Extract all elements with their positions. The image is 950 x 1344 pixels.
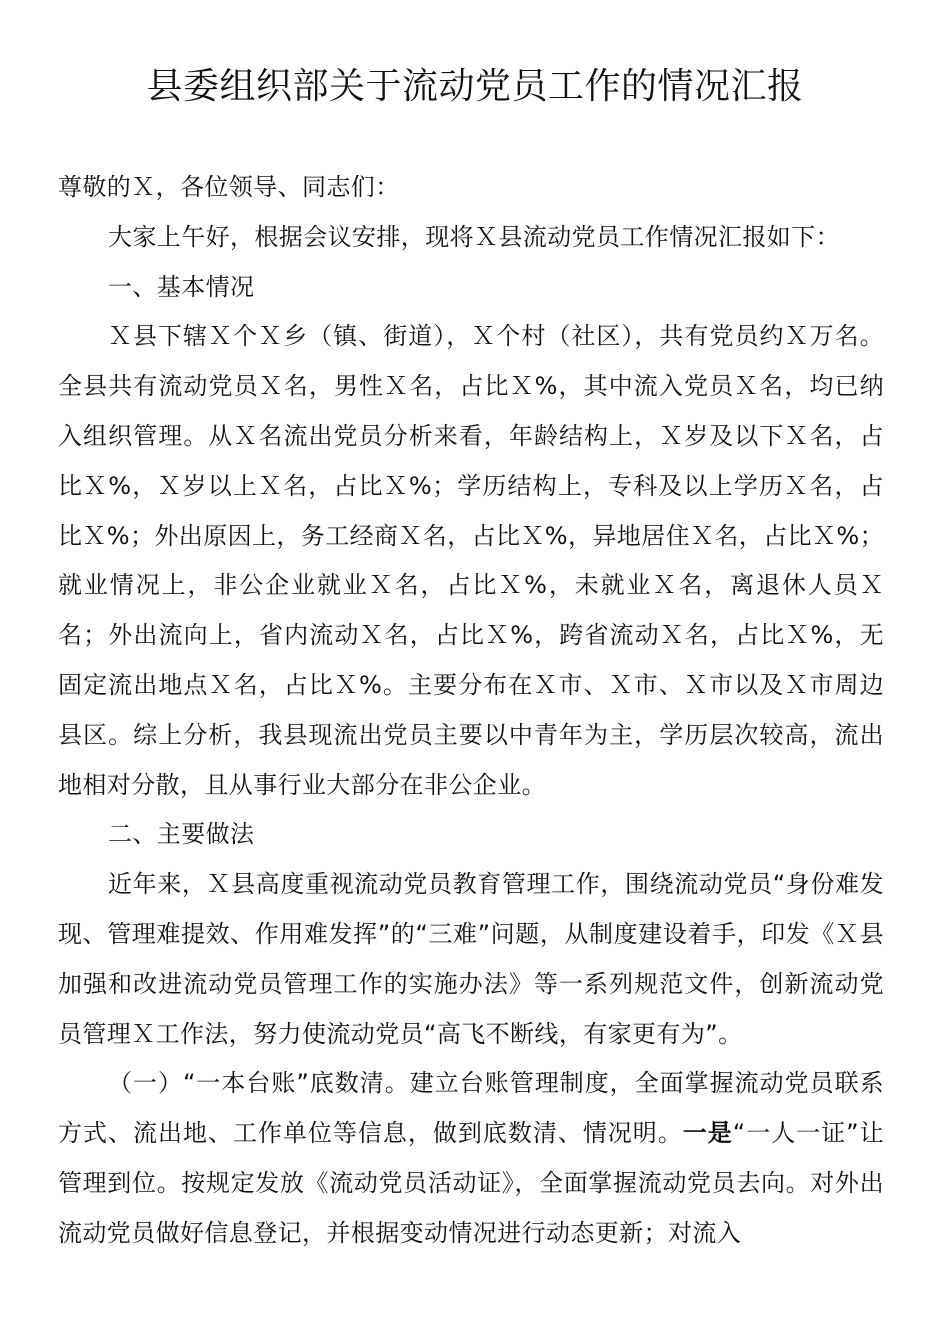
section-1-heading: 一、基本情况 [108,272,255,301]
document-body [58,163,884,1259]
subsection-1-bold-marker: 一是 [682,1119,733,1148]
document-title: 县委组织部关于流动党员工作的情况汇报 [146,66,804,107]
section-1-paragraph: Ｘ县下辖Ｘ个Ｘ乡（镇、街道），Ｘ个村（社区），共有党员约Ｘ万名。全县共有流动党员Ｘ名，男性Ｘ名，占比Ｘ%，其中流入党员Ｘ名，均已纳入组织管理。从Ｘ名流出党员分析来看，年龄结构上，Ｘ岁及以下Ｘ名，占比Ｘ%，Ｘ岁以上Ｘ名，占比Ｘ%；学历结构上，专科及以上学历Ｘ名，占比Ｘ%；外出原因上，务工经商Ｘ名，占比Ｘ%，异地居住Ｘ名，占比Ｘ%；就业情况上，非公企业就业Ｘ名，占比Ｘ%，未就业Ｘ名，离退休人员Ｘ名；外出流向上，省内流动Ｘ名，占比Ｘ%，跨省流动Ｘ名，占比Ｘ%，无固定流出地点Ｘ名，占比Ｘ%。主要分布在Ｘ市、Ｘ市、Ｘ市以及Ｘ市周边县区。综上分析，我县现流出党员主要以中青年为主，学历层次较高，流出地相对分散，且从事行业大部分在非公企业。 [58,322,885,799]
subsection-1-text-after: “一人一证”让管理到位。按规定发放《流动党员活动证》，全面掌握流动党员去向。对外出流动党员做好信息登记，并根据变动情况进行动态更新；对流入 [58,1119,884,1247]
salutation: 尊敬的Ｘ，各位领导、同志们： [58,173,400,201]
section-2-heading: 二、主要做法 [108,820,255,849]
section-2-paragraph: 近年来，Ｘ县高度重视流动党员教育管理工作，围绕流动党员“身份难发现、管理难提效、作用难发挥”的“三难”问题，从制度建设着手，印发《Ｘ县加强和改进流动党员管理工作的实施办法》等一系列规范文件，创新流动党员管理Ｘ工作法，努力使流动党员“高飞不断线，有家更有为”。 [58,870,884,1048]
subsection-1-paragraph [58,1059,884,1258]
opening-paragraph: 大家上午好，根据会议安排，现将Ｘ县流动党员工作情况汇报如下： [108,222,840,251]
subsection-1-text-before: （一）“一本台账”底数清。建立台账管理制度，全面掌握流动党员联系方式、流出地、工作单位等信息，做到底数清、情况明。 [58,1069,884,1148]
